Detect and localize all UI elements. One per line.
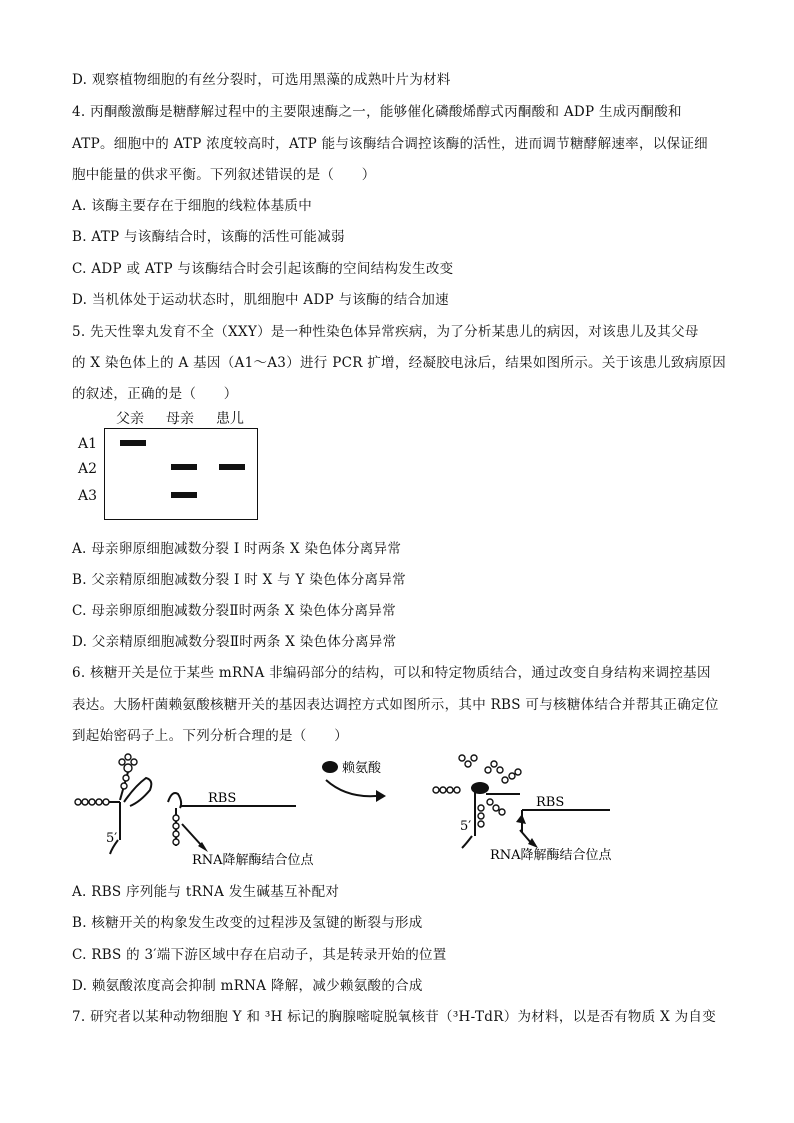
text-line: 4. 丙酮酸激酶是糖酵解过程中的主要限速酶之一，能够催化磷酸烯醇式丙酮酸和 ADP 生成丙酮酸和 bbox=[72, 104, 682, 120]
text-line: C. ADP 或 ATP 与该酶结合时会引起该酶的空间结构发生改变 bbox=[72, 261, 454, 277]
five-prime-left: 5′ bbox=[106, 831, 118, 846]
rbs-label-left: RBS bbox=[208, 791, 237, 806]
text-line: 的 X 染色体上的 A 基因（A1～A3）进行 PCR 扩增，经凝胶电泳后，结果如图所示。关于该患儿致病原因 bbox=[72, 355, 727, 371]
site-label-right: RNA降解酶结合位点 bbox=[490, 848, 612, 863]
lysine-icon bbox=[322, 761, 338, 773]
text-line: C. 母亲卵原细胞减数分裂Ⅱ时两条 X 染色体分离异常 bbox=[72, 603, 396, 619]
site-arrowhead-right bbox=[528, 838, 538, 848]
lysine-bound-icon bbox=[471, 782, 489, 794]
text-line: A. 母亲卵原细胞减数分裂 I 时两条 X 染色体分离异常 bbox=[72, 541, 402, 557]
text-line: 到起始密码子上。下列分析合理的是（ ） bbox=[72, 728, 348, 744]
rbs-label-right: RBS bbox=[536, 795, 565, 810]
gel-band-mother-a3 bbox=[171, 492, 197, 498]
text-line: B. ATP 与该酶结合时，该酶的活性可能减弱 bbox=[72, 229, 345, 245]
gel-band-mother-a2 bbox=[171, 464, 197, 470]
text-line: B. 核糖开关的构象发生改变的过程涉及氢键的断裂与形成 bbox=[72, 915, 423, 931]
text-line: ATP。细胞中的 ATP 浓度较高时，ATP 能与该酶结合调控该酶的活性，进而调节糖酵解速率，以保证细 bbox=[72, 136, 708, 152]
gel-row-a1: A1 bbox=[78, 436, 98, 452]
five-prime-right: 5′ bbox=[460, 819, 472, 834]
text-line: D. 当机体处于运动状态时，肌细胞中 ADP 与该酶的结合加速 bbox=[72, 292, 449, 308]
gel-row-a3: A3 bbox=[78, 488, 98, 504]
site-label-left: RNA降解酶结合位点 bbox=[192, 853, 314, 868]
gel-column-child: 患儿 bbox=[216, 411, 244, 427]
gel-band-father-a1 bbox=[120, 440, 146, 446]
blocked-site-marker bbox=[516, 814, 526, 824]
text-line: 的叙述，正确的是（ ） bbox=[72, 386, 238, 402]
text-line: 7. 研究者以某种动物细胞 Y 和 ³H 标记的胸腺嘧啶脱氧核苷（³H-TdR）为材料，以是否有物质 X 为自变 bbox=[72, 1009, 717, 1025]
gel-row-a2: A2 bbox=[78, 461, 98, 477]
gel-column-father: 父亲 bbox=[116, 411, 144, 427]
text-line: A. 该酶主要存在于细胞的线粒体基质中 bbox=[72, 198, 313, 214]
text-line: A. RBS 序列能与 tRNA 发生碱基互补配对 bbox=[72, 884, 340, 900]
text-line: 5. 先天性睾丸发育不全（XXY）是一种性染色体异常疾病，为了分析某患儿的病因，对该患儿及其父母 bbox=[72, 324, 699, 340]
text-line: D. 赖氨酸浓度高会抑制 mRNA 降解，减少赖氨酸的合成 bbox=[72, 978, 423, 994]
text-line: 表达。大肠杆菌赖氨酸核糖开关的基因表达调控方式如图所示，其中 RBS 可与核糖体结合并帮其正确定位 bbox=[72, 697, 719, 713]
transition-arrowhead bbox=[376, 790, 386, 802]
text-line: 胞中能量的供求平衡。下列叙述错误的是（ ） bbox=[72, 167, 376, 183]
lysine-label: 赖氨酸 bbox=[342, 761, 382, 776]
text-line: B. 父亲精原细胞减数分裂 I 时 X 与 Y 染色体分离异常 bbox=[72, 572, 406, 588]
text-line: C. RBS 的 3′端下游区域中存在启动子，其是转录开始的位置 bbox=[72, 947, 447, 963]
riboswitch-diagram bbox=[0, 750, 794, 880]
text-line: D. 观察植物细胞的有丝分裂时，可选用黑藻的成熟叶片为材料 bbox=[72, 72, 451, 88]
text-line: 6. 核糖开关是位于某些 mRNA 非编码部分的结构，可以和特定物质结合，通过改变自身结构来调控基因 bbox=[72, 665, 711, 681]
text-line: D. 父亲精原细胞减数分裂Ⅱ时两条 X 染色体分离异常 bbox=[72, 634, 397, 650]
gel-band-child-a2 bbox=[219, 464, 245, 470]
gel-column-mother: 母亲 bbox=[166, 411, 194, 427]
